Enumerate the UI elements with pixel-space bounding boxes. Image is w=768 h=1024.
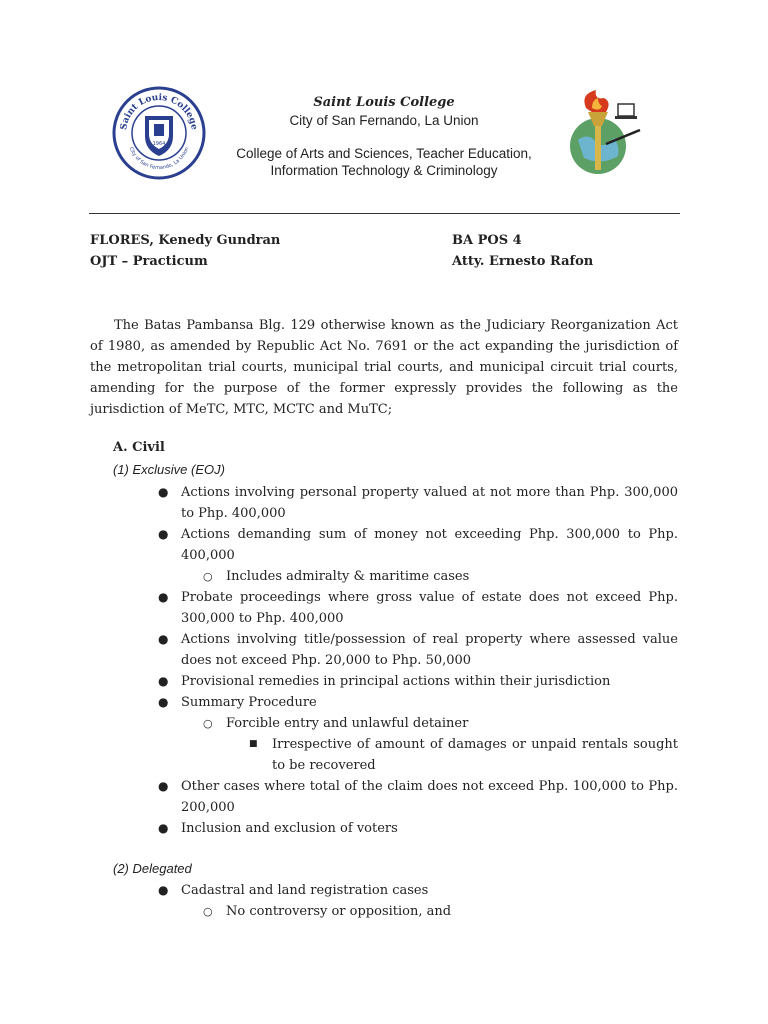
instructor-name: Atty. Ernesto Rafon: [452, 254, 594, 269]
list-item: Inclusion and exclusion of voters: [181, 821, 398, 836]
sub-list-item: Includes admiralty & maritime cases: [226, 569, 470, 584]
list-item: Cadastral and land registration cases: [181, 883, 429, 898]
intro-text: The Batas Pambansa Blg. 129 otherwise known as the Judiciary Reorganization Act of 1980, as amended by Republic Act No. 7691 or the act expanding the jurisdiction of the metropolitan trial courts, municipal trial courts, and municipal circuit trial courts, amending for the purpose of the former expressly provides the following as the jurisdiction of MeTC, MTC, MCTC and MuTC;: [90, 318, 678, 417]
bullet-marker: ●: [158, 821, 169, 835]
section-a-title: A. Civil: [113, 440, 165, 455]
bullet-marker: ●: [158, 883, 169, 897]
sub-bullet-marker: ○: [203, 570, 213, 583]
student-name: FLORES, Kenedy Gundran: [90, 233, 281, 248]
delegated-heading: (2) Delegated: [113, 861, 192, 876]
course-label: BA POS 4: [452, 233, 522, 248]
list-item: Provisional remedies in principal actions within their jurisdiction: [181, 674, 611, 689]
intro-paragraph: [90, 315, 678, 420]
seal-bottom-text: City of San Fernando, La Union: [127, 146, 191, 172]
list-item: Probate proceedings where gross value of estate does not exceed Php. 300,000 to Php. 400,000: [181, 590, 678, 626]
list-item: Other cases where total of the claim does not exceed Php. 100,000 to Php. 200,000: [181, 779, 678, 815]
sub-bullet-marker: ○: [203, 717, 213, 730]
sub-list-item: No controversy or opposition, and: [226, 904, 452, 919]
list-item: Actions demanding sum of money not exceeding Php. 300,000 to Php. 400,000: [181, 527, 678, 563]
bullet-marker: ●: [158, 695, 169, 709]
college-city: City of San Fernando, La Union: [289, 113, 479, 128]
list-item: Summary Procedure: [181, 695, 317, 710]
bullet-marker: ●: [158, 485, 169, 499]
bullet-marker: ●: [158, 590, 169, 604]
sub-sub-list-item: Irrespective of amount of damages or unpaid rentals sought to be recovered: [272, 737, 678, 773]
sub-list-item: Forcible entry and unlawful detainer: [226, 716, 469, 731]
bullet-marker: ●: [158, 779, 169, 793]
seal-text: Saint Louis College: [119, 92, 199, 131]
header-divider: [89, 213, 680, 214]
seal-year: 1964: [152, 141, 166, 147]
sub-bullet-marker: ○: [203, 905, 213, 918]
bullet-marker: ●: [158, 674, 169, 688]
subject-label: OJT – Practicum: [90, 254, 208, 269]
college-seal-logo: [112, 86, 206, 180]
bullet-marker: ●: [158, 527, 169, 541]
exclusive-heading: (1) Exclusive (EOJ): [113, 462, 225, 477]
bullet-marker: ●: [158, 632, 169, 646]
square-bullet-marker: ■: [249, 739, 258, 749]
list-item: Actions involving personal property valued at not more than Php. 300,000 to Php. 400,000: [181, 485, 678, 521]
college-name: Saint Louis College: [313, 95, 455, 110]
department-line-1: College of Arts and Sciences, Teacher Education,: [236, 146, 532, 161]
department-line-2: Information Technology & Criminology: [270, 163, 498, 178]
list-item: Actions involving title/possession of real property where assessed value does not exceed Php. 20,000 to Php. 50,000: [181, 632, 678, 668]
